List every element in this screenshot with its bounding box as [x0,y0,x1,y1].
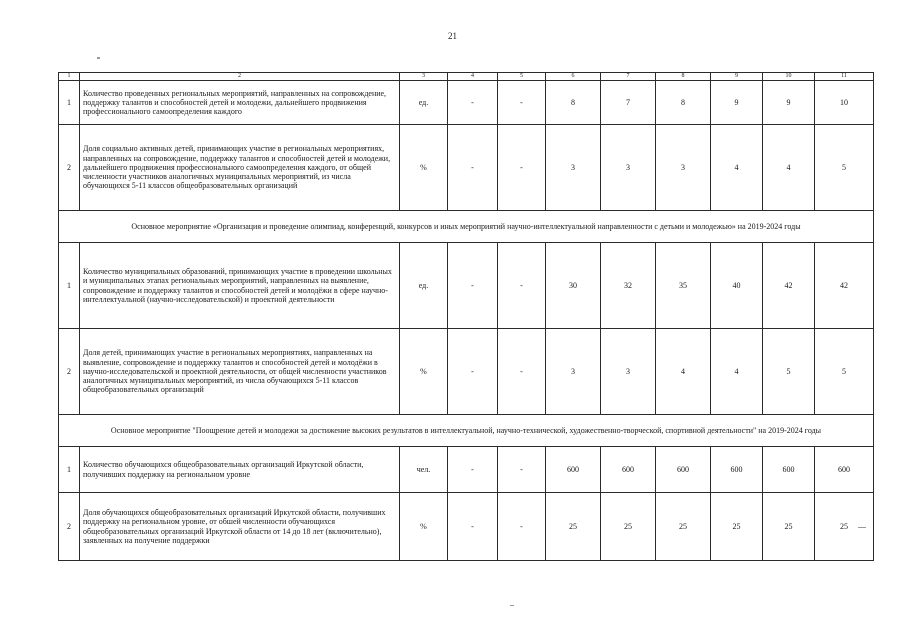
row-number: 2 [59,329,80,415]
unit-cell: % [400,125,448,211]
value-cell: 4 [656,329,711,415]
value-cell: 3 [601,125,656,211]
value-cell: - [448,493,498,561]
value-cell: 25 [601,493,656,561]
table-row [59,447,874,493]
unit-cell: ед. [400,81,448,125]
value-cell: 5 [763,329,815,415]
unit-cell: % [400,329,448,415]
indicators-table [58,72,874,561]
value-cell: 4 [711,329,763,415]
column-number-row [59,73,874,81]
value-cell: 10 [815,81,874,125]
header-cell: 9 [711,73,763,81]
section-heading-row [59,211,874,243]
row-number: 2 [59,493,80,561]
value-cell: - [448,329,498,415]
value-cell: 3 [601,329,656,415]
value-cell: 4 [763,125,815,211]
value-cell: - [498,329,546,415]
scan-speck [97,57,100,59]
table-row [59,243,874,329]
header-cell: 4 [448,73,498,81]
value-cell: - [498,493,546,561]
value-cell: 25 [656,493,711,561]
section-heading: Основное мероприятие "Поощрение детей и молодежи за достижение высоких результатов в интеллектуальной, научно-технической, художественно-творческой, спортивной деятельности" на 2019-2024 годы [59,415,874,447]
header-cell: 7 [601,73,656,81]
row-number: 1 [59,81,80,125]
value-cell: - [498,447,546,493]
table-row [59,125,874,211]
header-cell: 3 [400,73,448,81]
header-cell: 10 [763,73,815,81]
value-cell: 600 [763,447,815,493]
table-row [59,81,874,125]
value-cell: 600 [815,447,874,493]
indicator-description: Доля социально активных детей, принимающих участие в региональных мероприятиях, направленных на сопровождение, поддержку талантов и способностей детей и молодежи, дальнейшего продвижения профессионального самоопределения каждого, от общей численности участников аналогичных муниципальных мероприятий, из числа обучающихся 5-11 классов общеобразовательных организаций [80,125,400,211]
value-cell: 25 [546,493,601,561]
header-cell: 8 [656,73,711,81]
header-cell: 1 [59,73,80,81]
indicator-description: Количество муниципальных образований, принимающих участие в проведении школьных и муниципальных этапах региональных мероприятий, направленных на выявление, сопровождение и поддержку талантов и способностей детей и молодёжи в сфере научно-интеллектуальной (научно-исследовательской) и проектной деятельности [80,243,400,329]
value-cell: - [498,81,546,125]
value-cell: 8 [546,81,601,125]
value-cell: 25 [763,493,815,561]
row-number: 2 [59,125,80,211]
value-cell: 600 [601,447,656,493]
value-cell: 5 [815,329,874,415]
value-cell: 35 [656,243,711,329]
table-body [59,73,874,561]
row-number: 1 [59,243,80,329]
row-number: 1 [59,447,80,493]
indicator-description: Доля детей, принимающих участие в региональных мероприятиях, направленных на выявление, сопровождение и поддержку талантов и способностей детей и молодёжи в научно-исследовательской и проектной деятельности, от общей численности участников аналогичных муниципальных мероприятий, из числа обучающихся 5-11 классов общеобразовательных организаций [80,329,400,415]
value-cell: 25 [815,493,874,561]
value-cell: 25 [711,493,763,561]
value-cell: - [448,447,498,493]
header-cell: 6 [546,73,601,81]
value-cell: - [448,243,498,329]
section-heading-row [59,415,874,447]
value-cell: - [498,125,546,211]
value-cell: 3 [656,125,711,211]
value-cell: 600 [711,447,763,493]
value-cell: 40 [711,243,763,329]
scan-speck [510,605,514,606]
table-row [59,493,874,561]
unit-cell: % [400,493,448,561]
value-cell: 32 [601,243,656,329]
value-cell: 7 [601,81,656,125]
value-cell: 600 [546,447,601,493]
value-cell: - [448,81,498,125]
value-cell: 600 [656,447,711,493]
value-cell: 8 [656,81,711,125]
value-cell: 42 [763,243,815,329]
header-cell: 2 [80,73,400,81]
value-cell: - [498,243,546,329]
value-cell: - [448,125,498,211]
table-row [59,329,874,415]
value-cell: 30 [546,243,601,329]
value-cell: 9 [763,81,815,125]
page-number: 21 [448,31,457,41]
unit-cell: ед. [400,243,448,329]
value-cell: 4 [711,125,763,211]
section-heading: Основное мероприятие «Организация и проведение олимпиад, конференций, конкурсов и иных мероприятий научно-интеллектуальной направленности с детьми и молодежью» на 2019-2024 годы [59,211,874,243]
scan-speck [858,527,866,528]
value-cell: 5 [815,125,874,211]
value-cell: 42 [815,243,874,329]
header-cell: 11 [815,73,874,81]
unit-cell: чел. [400,447,448,493]
indicator-description: Количество проведенных региональных мероприятий, направленных на сопровождение, поддержку талантов и способностей детей и молодежи, дальнейшего продвижения профессионального самоопределения каждого [80,81,400,125]
value-cell: 3 [546,125,601,211]
indicator-description: Количество обучающихся общеобразовательных организаций Иркутской области, получивших поддержку на региональном уровне [80,447,400,493]
header-cell: 5 [498,73,546,81]
value-cell: 9 [711,81,763,125]
indicator-description: Доля обучающихся общеобразовательных организаций Иркутской области, получивших поддержку на региональном уровне, от обшей численности обучающихся общеобразовательных организаций Иркутской области от 14 до 18 лет (включительно), заявленных на получение поддержки [80,493,400,561]
value-cell: 3 [546,329,601,415]
